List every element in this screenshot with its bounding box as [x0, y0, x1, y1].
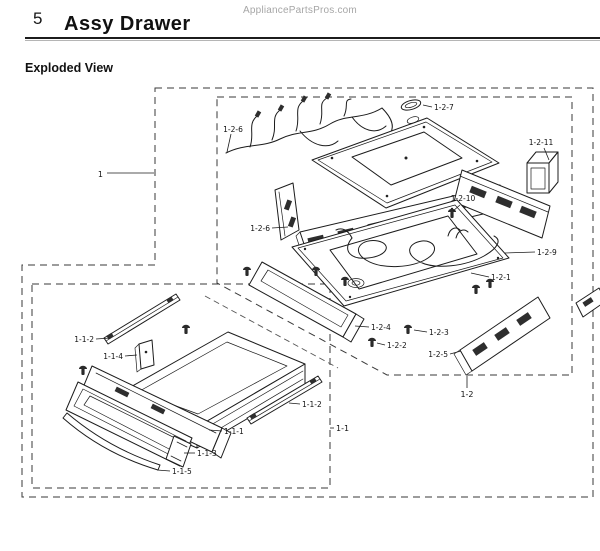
bracket-small-drawing [135, 340, 154, 372]
svg-text:1: 1 [97, 170, 103, 179]
screw-drawing [79, 366, 87, 375]
svg-text:1-2-10: 1-2-10 [450, 194, 476, 203]
svg-text:1-2-5: 1-2-5 [428, 350, 448, 359]
svg-text:1-1-1: 1-1-1 [224, 427, 244, 436]
svg-text:1-1-2: 1-1-2 [302, 400, 322, 409]
svg-text:1-1: 1-1 [336, 424, 350, 433]
site-watermark: AppliancePartsPros.com [243, 5, 357, 16]
svg-text:1-2-3: 1-2-3 [429, 328, 449, 337]
rear-panel-drawing [454, 297, 550, 375]
svg-text:1-1-5: 1-1-5 [172, 467, 192, 476]
svg-text:1-2-6: 1-2-6 [223, 125, 243, 134]
callout-trim [157, 467, 192, 476]
screw-drawing [404, 325, 412, 334]
callout-screw-low [377, 341, 407, 350]
screw-drawing [182, 325, 190, 334]
section-label: Exploded View [25, 61, 113, 75]
frame-group-label [460, 376, 473, 399]
callout-heating-element [505, 248, 557, 257]
side-panel-left-drawing [275, 183, 299, 240]
page-title: Assy Drawer [64, 13, 191, 35]
edge-panel-partial-drawing [576, 288, 600, 317]
callout-screw-mid [414, 328, 449, 337]
drawer-group-label [330, 424, 349, 433]
svg-text:1-2-1: 1-2-1 [491, 273, 511, 282]
svg-text:1-2-11: 1-2-11 [528, 138, 554, 147]
svg-text:1-1-3: 1-1-3 [197, 449, 217, 458]
screw-drawing [243, 267, 251, 276]
svg-text:1-2-7: 1-2-7 [434, 103, 454, 112]
bracket-drawing [527, 152, 558, 193]
svg-text:1-2-4: 1-2-4 [371, 323, 391, 332]
assembly-label [98, 170, 154, 179]
screw-drawing [472, 285, 480, 294]
svg-text:1-2-9: 1-2-9 [537, 248, 557, 257]
cover-cap-drawing [400, 98, 422, 112]
callout-bracket-small [103, 352, 137, 361]
svg-text:1-1-4: 1-1-4 [103, 352, 123, 361]
callout-cover-cap [423, 103, 454, 112]
svg-text:1-2-6: 1-2-6 [250, 224, 270, 233]
callout-rail-right [289, 400, 322, 409]
svg-text:1-1-2: 1-1-2 [74, 335, 94, 344]
svg-text:1-2: 1-2 [460, 390, 474, 399]
screw-drawing [368, 338, 376, 347]
svg-text:1-2-2: 1-2-2 [387, 341, 407, 350]
page-number: 5 [33, 9, 43, 28]
slide-rail-left-drawing [104, 294, 180, 344]
callout-lower-pan [471, 273, 511, 282]
